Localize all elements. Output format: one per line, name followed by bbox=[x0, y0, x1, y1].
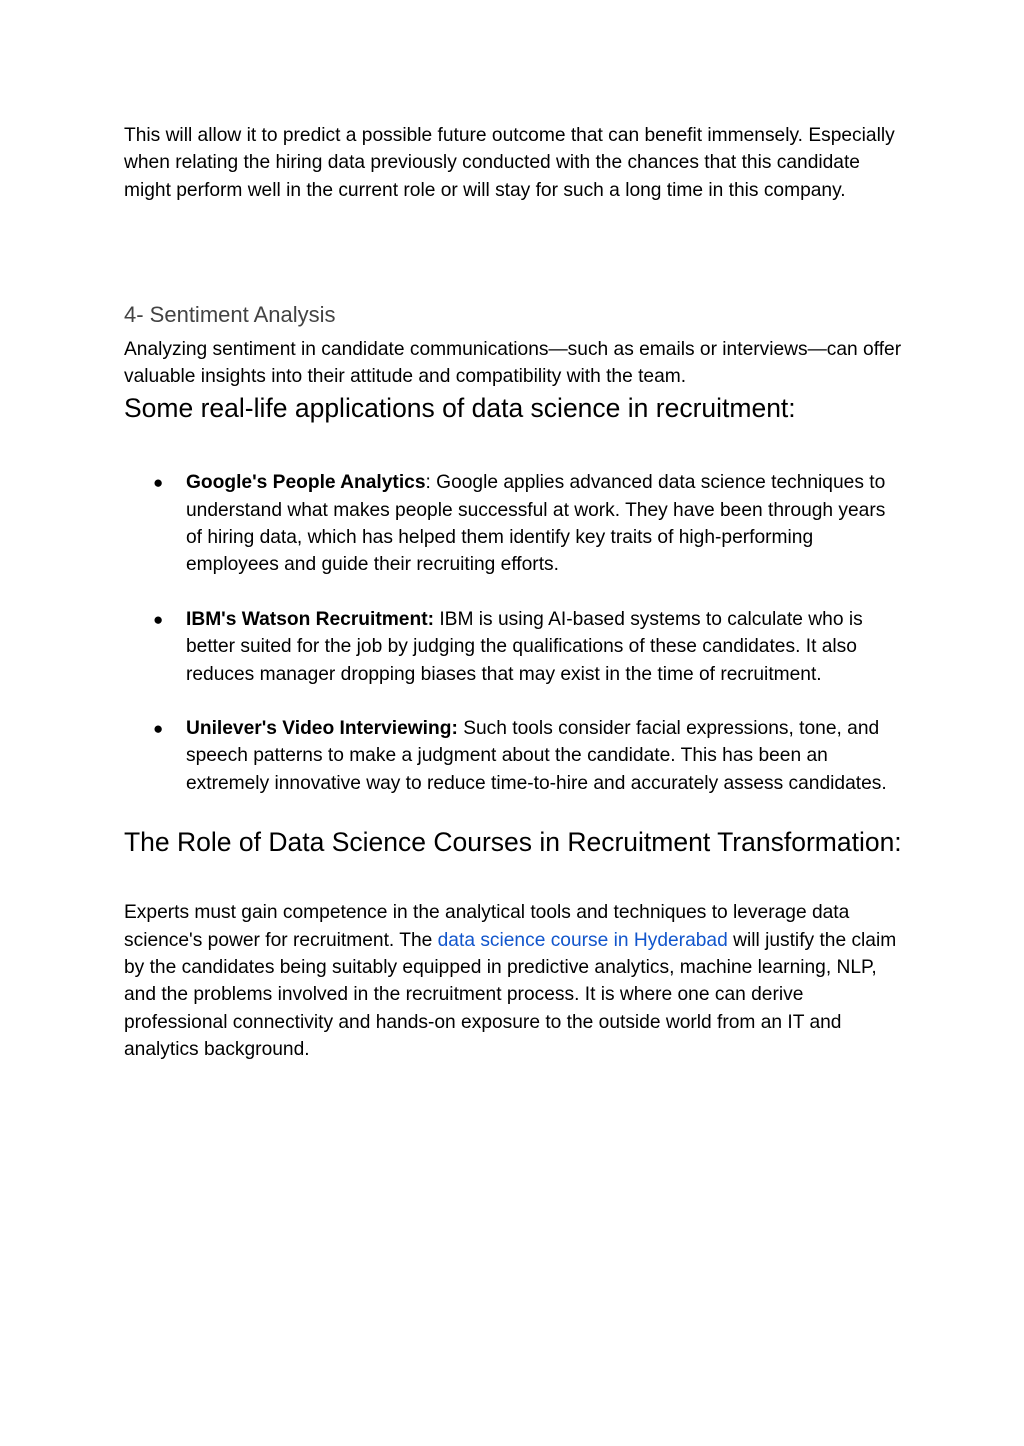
list-item bbox=[124, 715, 904, 797]
role-heading: The Role of Data Science Courses in Recruitment Transformation: bbox=[124, 827, 902, 858]
list-item-text: IBM is using AI-based systems to calculate who is better suited for the job by judging the qualifications of these candidates. It also reduces manager dropping biases that may exist in the time of recruitment. bbox=[186, 608, 863, 685]
sentiment-analysis-heading: 4- Sentiment Analysis bbox=[124, 301, 336, 327]
list-item bbox=[124, 606, 904, 688]
list-item bbox=[124, 469, 904, 578]
list-item-text: : Google applies advanced data science techniques to understand what makes people successful at work. They have been through years of hiring data, which has helped them identify key traits of high-performing employees and guide their recruiting efforts. bbox=[186, 472, 886, 576]
list-item-title: Google's People Analytics bbox=[186, 472, 426, 494]
list-item-title: IBM's Watson Recruitment: bbox=[186, 608, 434, 630]
bullet-icon: ● bbox=[153, 719, 164, 739]
intro-paragraph: This will allow it to predict a possible future outcome that can benefit immensely. Especially when relating the hiring data previously conducted with the chances that this candidate might perform well in the current role or will stay for such a long time in this company. bbox=[124, 125, 895, 201]
applications-list bbox=[124, 469, 904, 797]
list-item-text: Such tools consider facial expressions, tone, and speech patterns to make a judgment about the candidate. This has been an extremely innovative way to reduce time-to-hire and accurately assess candidates. bbox=[186, 718, 887, 794]
role-text-after-link: will justify the claim by the candidates being suitably equipped in predictive analytics, machine learning, NLP, and the problems involved in the recruitment process. It is where one can derive professional connectivity and hands-on exposure to the outside world from an IT and analytics background. bbox=[124, 929, 897, 1060]
sentiment-analysis-paragraph: Analyzing sentiment in candidate communications—such as emails or interviews—can offer valuable insights into their attitude and compatibility with the team. bbox=[124, 338, 902, 388]
role-text-before-link: Experts must gain competence in the analytical tools and techniques to leverage data science's power for recruitment. The bbox=[124, 902, 850, 951]
course-link[interactable]: data science course in Hyderabad bbox=[437, 929, 728, 951]
bullet-icon: ● bbox=[153, 473, 164, 493]
role-paragraph bbox=[124, 899, 904, 1063]
bullet-icon: ● bbox=[153, 609, 164, 629]
list-item-title: Unilever's Video Interviewing: bbox=[186, 718, 458, 740]
document-page bbox=[124, 120, 904, 1063]
applications-heading: Some real-life applications of data science in recruitment: bbox=[124, 393, 796, 424]
